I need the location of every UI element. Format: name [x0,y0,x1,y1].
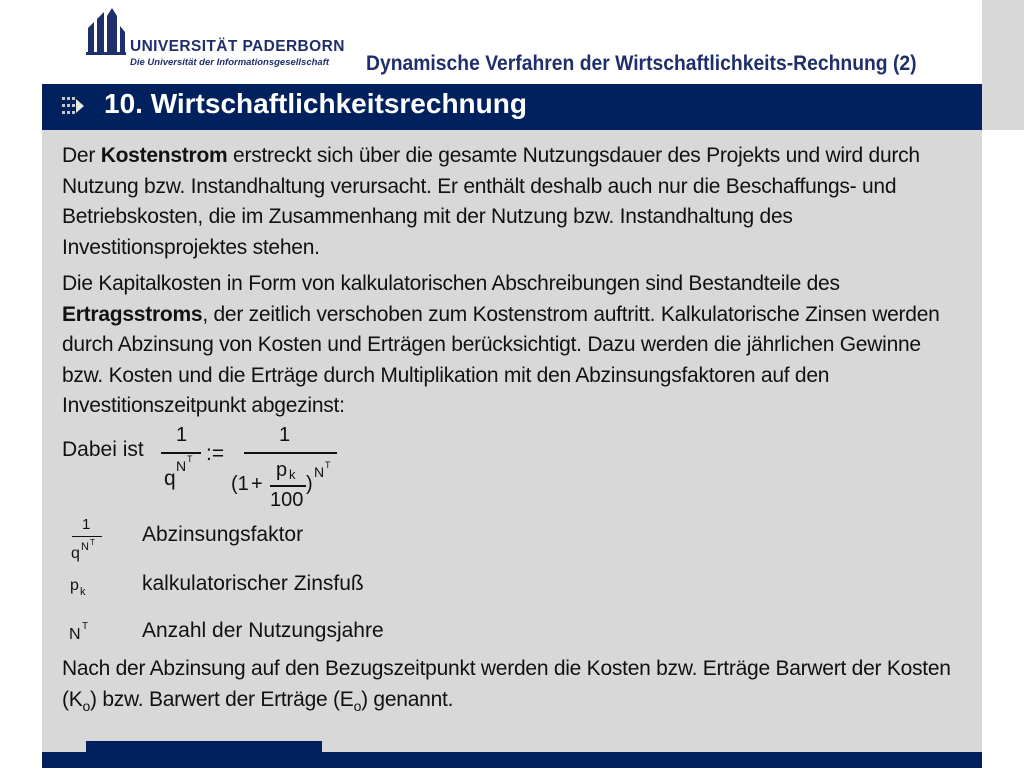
footer-bar [42,752,982,768]
formula-plus: + [251,473,263,495]
def-q: q [71,545,80,562]
slide-subtitle: Dynamische Verfahren der Wirtschaftlichkeits-Rechnung (2) [366,52,917,75]
arrow-dots-icon [62,95,88,117]
formula-rhs-one: 1 [279,424,291,446]
subscript-o: o [353,697,362,714]
def-n: N [69,626,81,643]
paragraph-barwert [62,654,962,721]
paragraph-text: Der [62,144,101,167]
def-label-zinsfuss: kalkulatorischer Zinsfuß [142,572,364,595]
def-exponent-n: N [81,541,89,553]
def-superscript-t: T [82,621,89,632]
paragraph-ertragsstrom [62,269,962,422]
formula-exponent-n: N [314,464,325,480]
def-label-nutzungsjahre: Anzahl der Nutzungsjahre [142,619,384,642]
def-label-abzinsungsfaktor: Abzinsungsfaktor [142,523,304,546]
formula-fraction-line [244,452,337,454]
def-numerator-one: 1 [82,516,91,533]
formula-p: p [276,459,288,481]
paragraph-text: Nach der Abzinsung auf den Bezugszeitpunkt werden die Kosten bzw. Erträge Barwert der Kosten (K [62,657,951,711]
formula-assign: := [206,442,225,465]
paragraph-text: ) genannt. [361,687,454,711]
header-side-strip [982,0,1024,130]
subscript-o: o [82,697,91,714]
def-sub-k: k [80,586,86,598]
formula-fraction-line [270,485,306,487]
university-emblem-icon [86,8,126,56]
formula-q: q [164,467,176,490]
def-p: p [70,577,79,594]
footer-tab [86,741,322,752]
formula-exponent-t: T [325,460,331,470]
formula-fraction-line [161,452,201,454]
formula-hundred: 100 [270,489,304,511]
paragraph-text: erstreckt sich über die gesamte Nutzungsdauer des Projekts und wird durch Nutzung bzw. Instandhaltung verursacht. Er enthält deshalb auch nur die Beschaffungs- und Betriebskosten, die im Zusammenhang mit der Nutzung bzw. Instandhaltung des Investitionsprojektes stehen. [62,144,920,259]
term-ertragsstrom: Ertragsstroms [62,302,203,326]
paragraph-text: , der zeitlich verschoben zum Kostenstrom auftritt. Kalkulatorische Zinsen werden durch Abzinsung von Kosten und Erträgen berücksichtigt. Dazu werden die jährlichen Gewinne bzw. Kosten und die Erträge durch Multiplikation mit den Abzinsungsfaktoren auf den Investitionszeitpunkt abgezinst: [62,302,940,417]
slide-title: 10. Wirtschaftlichkeitsrechnung [104,88,527,119]
university-logo [86,6,345,68]
formula-numerator-one: 1 [176,424,188,446]
formula-close-paren: ) [306,473,313,495]
term-kostenstrom: Kostenstrom [100,144,228,167]
paragraph-text: Die Kapitalkosten in Form von kalkulatorischen Abschreibungen sind Bestandteile des [62,272,840,295]
formula-intro: Dabei ist [62,438,144,461]
def-fraction-line [72,536,102,537]
formula-sub-k: k [289,467,296,482]
formula-exponent-n: N [176,458,187,474]
def-exponent-t: T [90,538,95,547]
formula-exponent-t: T [187,454,193,464]
formula-open-paren: (1 [231,473,249,495]
university-name: UNIVERSITÄT PADERBORN [130,38,345,55]
university-tagline: Die Universität der Informationsgesellschaft [130,57,330,68]
paragraph-text: ) bzw. Barwert der Erträge (E [90,687,354,711]
paragraph-kostenstrom [62,141,962,263]
